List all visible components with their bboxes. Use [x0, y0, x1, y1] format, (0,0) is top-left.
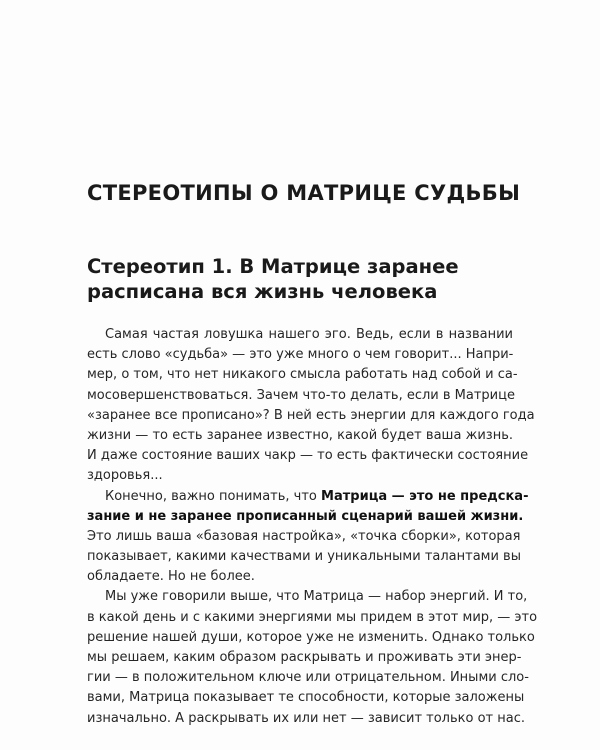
- paragraph-line: «заранее все прописано»? В ней есть энергии для каждого года: [87, 407, 535, 423]
- emphasis-line: зание и не заранее прописанный сценарий вашей жизни.: [87, 508, 524, 524]
- body-text: [87, 325, 538, 729]
- paragraph-line: вами, Матрица показывает те способности, которые заложены: [87, 690, 525, 706]
- paragraph-line: изначально. А раскрывать их или нет — зависит только от нас.: [87, 710, 525, 726]
- paragraph-line: показывает, какими качествами и уникальными талантами вы: [87, 549, 521, 565]
- section-title-line: расписана вся жизнь человека: [87, 280, 438, 303]
- paragraph-line: в какой день и с какими энергиями мы придем в этот мир, — это: [87, 609, 538, 625]
- paragraph-line: здоровья...: [87, 468, 163, 484]
- paragraph-text: Конечно, важно понимать, что: [105, 488, 322, 504]
- paragraph-line: И даже состояние ваших чакр — то есть фактически состояние: [87, 448, 529, 464]
- paragraph-line: мы решаем, каким образом раскрывать и проживать эти энер-: [87, 650, 522, 665]
- paragraph-line: Мы уже говорили выше, что Матрица — набор энергий. И то,: [105, 589, 528, 605]
- paragraph-line: гии — в положительном ключе или отрицательном. Иными сло-: [87, 670, 529, 686]
- chapter-title: СТЕРЕОТИПЫ О МАТРИЦЕ СУДЬБЫ: [87, 181, 521, 205]
- paragraph-line: жизни — то есть заранее известно, какой будет ваша жизнь.: [87, 427, 513, 443]
- section-title-line: Стереотип 1. В Матрице заранее: [87, 255, 459, 278]
- paragraph-line: есть слово «судьба» — это уже много о чем говорит... Напри-: [87, 347, 514, 363]
- paragraph-line: Самая частая ловушка нашего эго. Ведь, если в названии: [105, 327, 513, 342]
- paragraph-line: Это лишь ваша «базовая настройка», «точка сборки», которая: [87, 528, 521, 544]
- section-title: [87, 254, 527, 304]
- paragraph-line: [87, 487, 529, 507]
- paragraph-line: обладаете. Но не более.: [87, 569, 255, 585]
- paragraph-line: мосовершенствоваться. Зачем что-то делать, если в Матрице: [87, 387, 515, 403]
- paragraph-line: мер, о том, что нет никакого смысла работать над собой и са-: [87, 367, 518, 383]
- emphasis-text: Матрица — это не предска-: [321, 488, 529, 504]
- paragraph-line: решение нашей души, которое уже не изменить. Однако только: [87, 629, 535, 645]
